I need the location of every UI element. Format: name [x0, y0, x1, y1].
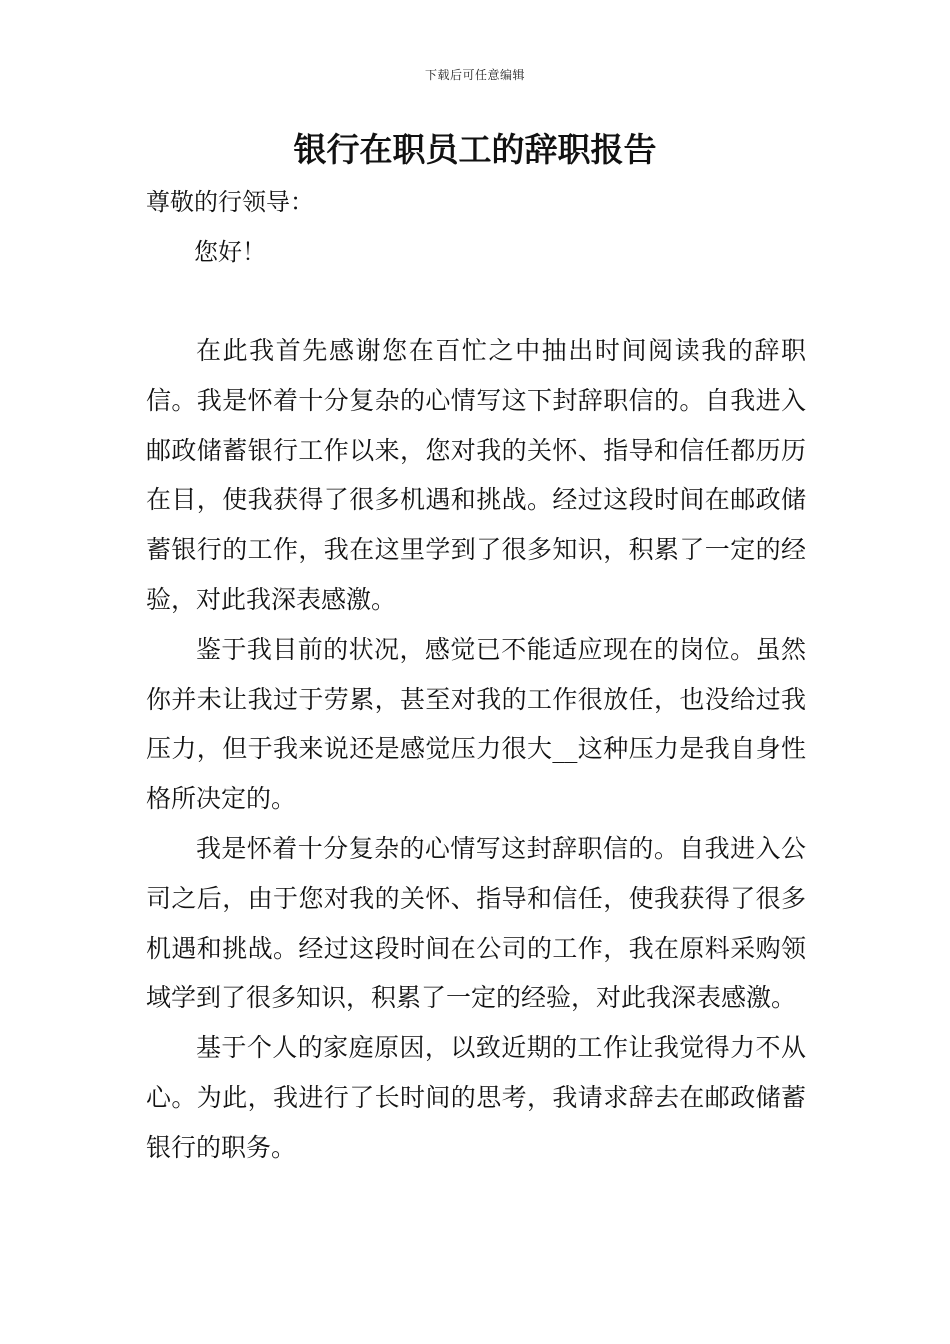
header-note: 下载后可任意编辑	[424, 68, 525, 82]
body-paragraph: 我是怀着十分复杂的心情写这封辞职信的。自我进入公司之后，由于您对我的关怀、指导和信任，使我获得了很多机遇和挑战。经过这段时间在公司的工作，我在原料采购领域学到了很多知识，积累了一定的经验，对此我深表感激。	[146, 833, 806, 1013]
body-paragraph: 在此我首先感谢您在百忙之中抽出时间阅读我的辞职信。我是怀着十分复杂的心情写这下封辞职信的。自我进入邮政储蓄银行工作以来，您对我的关怀、指导和信任都历历在目，使我获得了很多机遇和挑战。经过这段时间在邮政储蓄银行的工作，我在这里学到了很多知识，积累了一定的经验，对此我深表感激。	[146, 336, 806, 614]
salutation: 尊敬的行领导：	[146, 188, 314, 216]
document-title: 银行在职员工的辞职报告	[293, 130, 657, 169]
body-paragraph: 基于个人的家庭原因，以致近期的工作让我觉得力不从心。为此，我进行了长时间的思考，我请求辞去在邮政储蓄银行的职务。	[146, 1033, 806, 1162]
body-paragraph: 鉴于我目前的状况，感觉已不能适应现在的岗位。虽然你并未让我过于劳累，甚至对我的工作很放任，也没给过我压力，但于我来说还是感觉压力很大__这种压力是我自身性格所决定的。	[146, 634, 806, 814]
greeting: 您好！	[194, 238, 266, 266]
letter-body	[146, 326, 806, 1173]
